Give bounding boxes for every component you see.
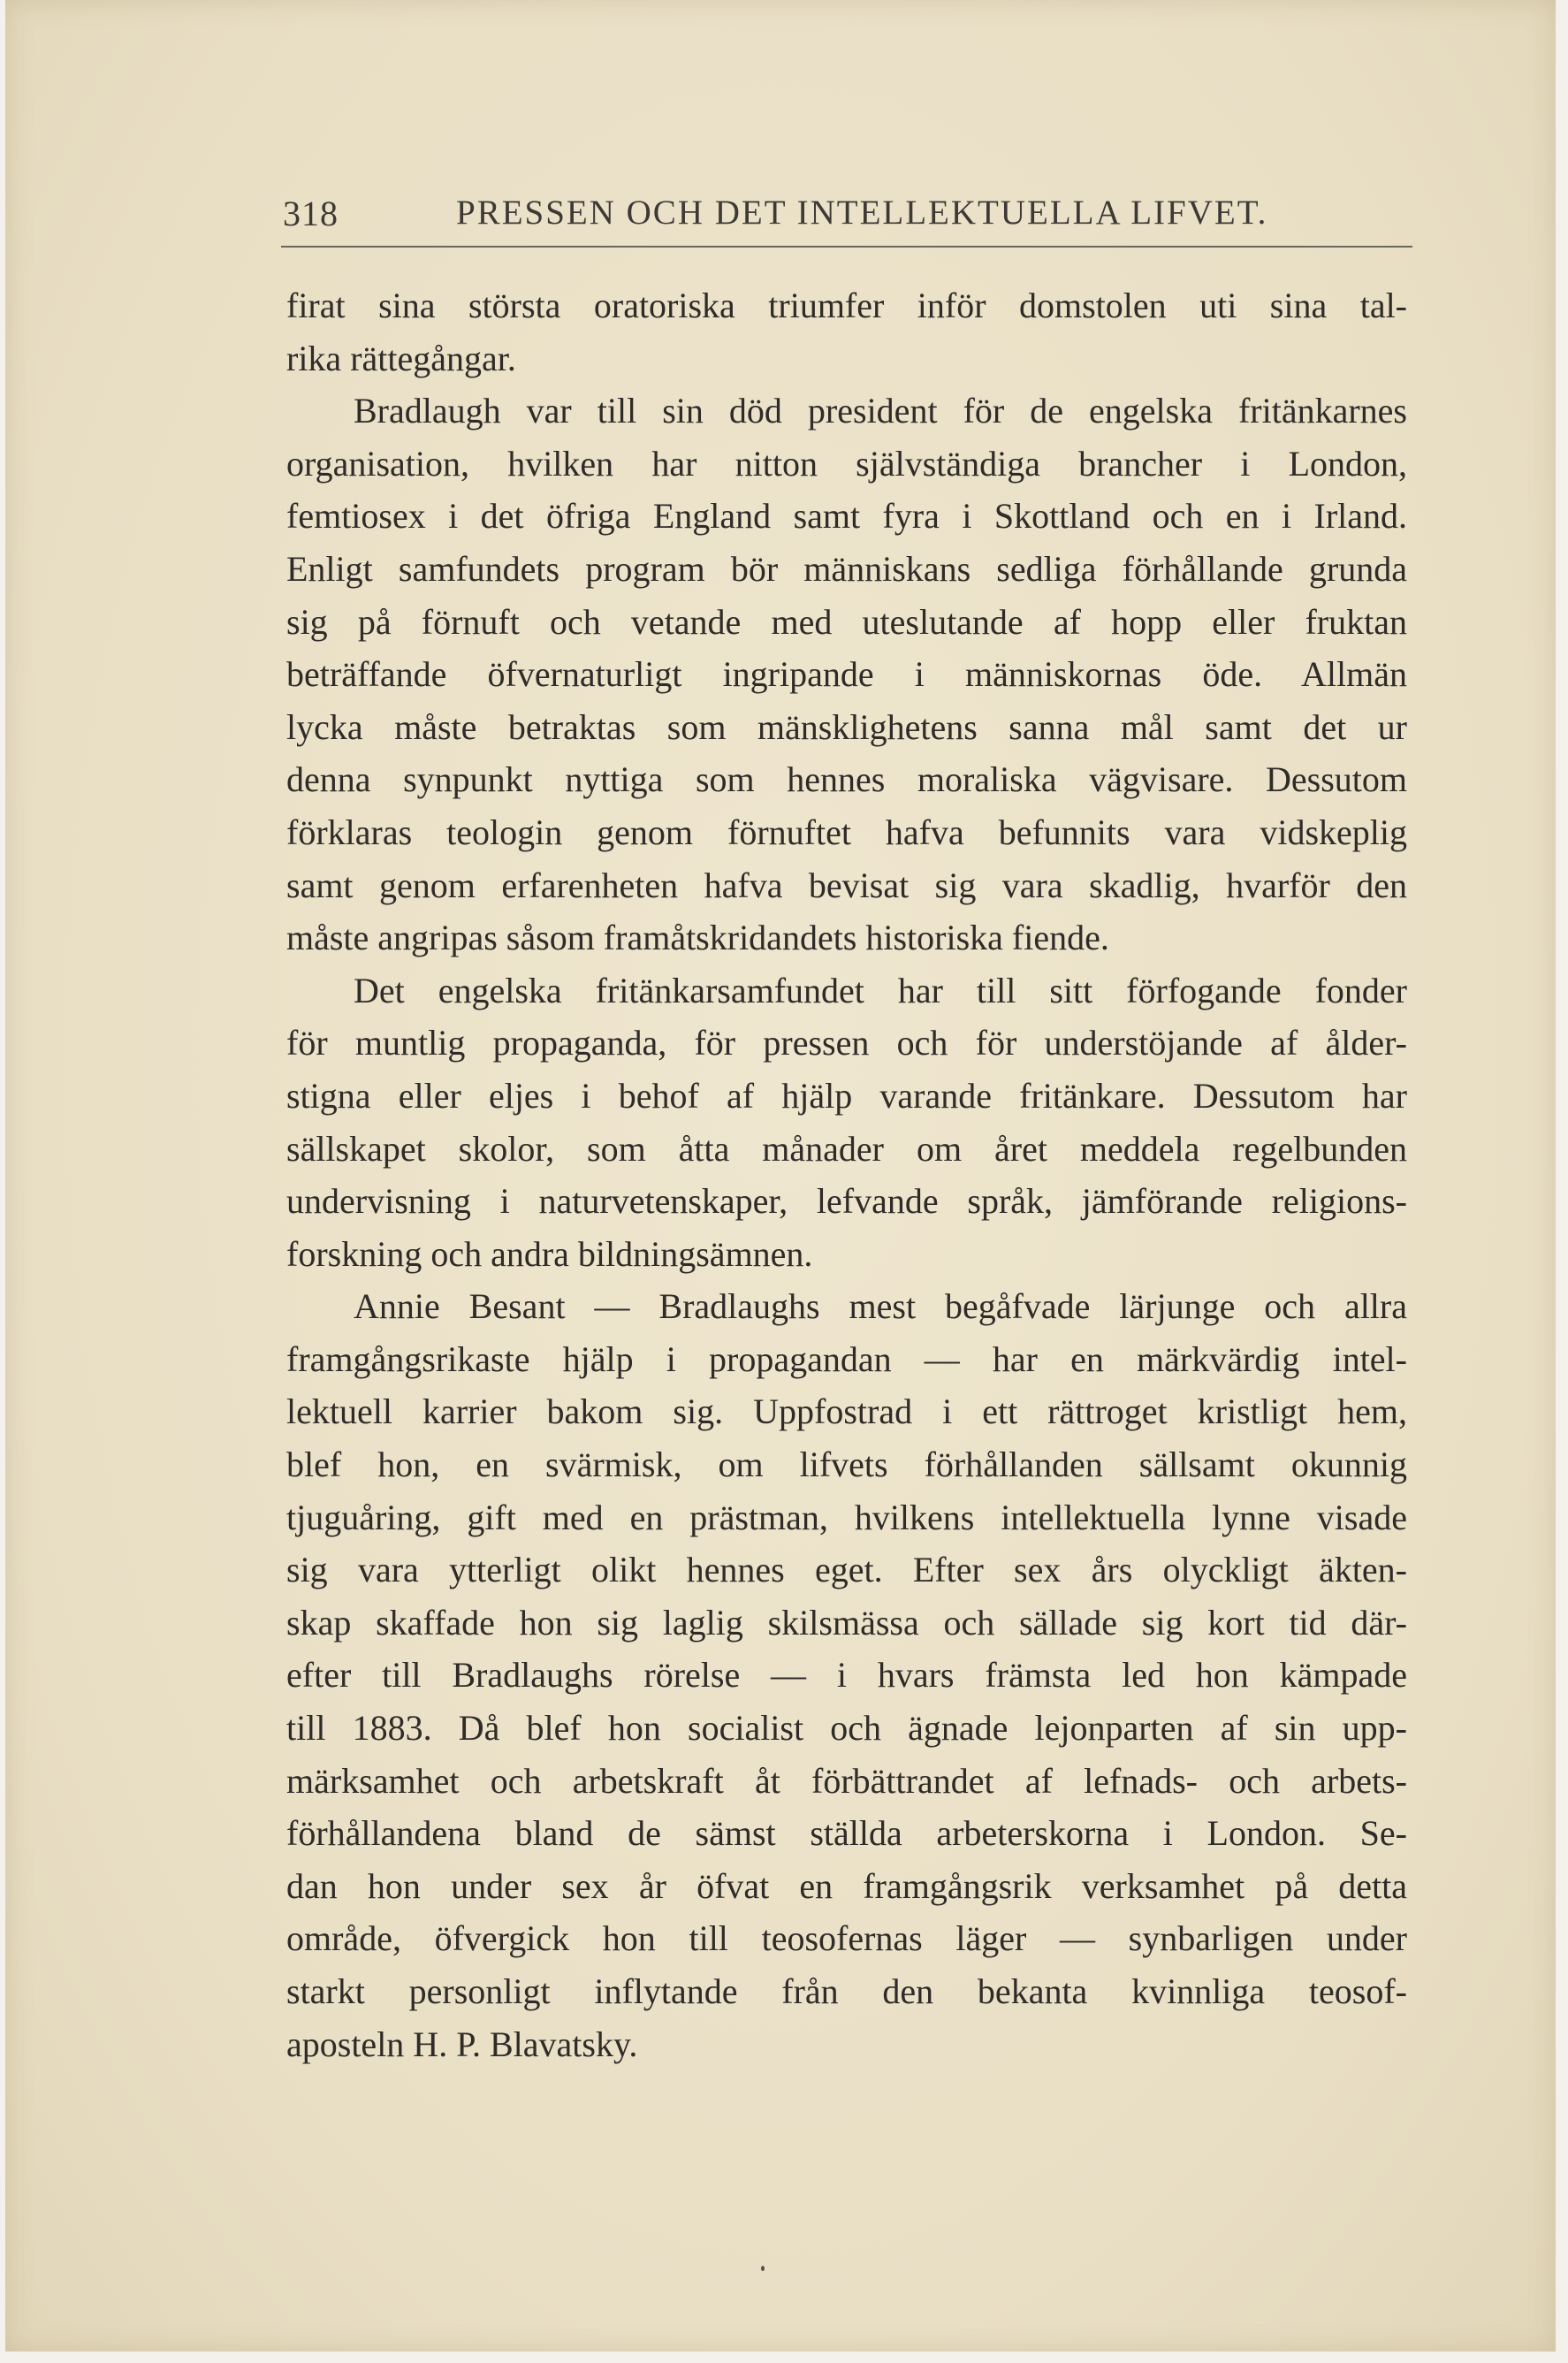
text-line: forskning och andra bildningsämnen. xyxy=(286,1233,813,1274)
text-line: Annie Besant — Bradlaughs mest begåfvade lärjunge och allra xyxy=(354,1286,1407,1327)
text-line: sällskapet skolor, som åtta månader om året meddela regelbunden xyxy=(286,1128,1407,1169)
text-line: lycka måste betraktas som mänsklighetens sanna mål samt det ur xyxy=(286,706,1407,747)
text-line: Bradlaugh var till sin död president för de engelska fritänkarnes xyxy=(354,391,1407,431)
text-line: beträffande öfvernaturligt ingripande i människornas öde. Allmän xyxy=(286,654,1407,695)
running-title: PRESSEN OCH DET INTELLEKTUELLA LIFVET. xyxy=(456,194,1268,232)
text-line: skap skaffade hon sig laglig skilsmässa och sällade sig kort tid där- xyxy=(286,1602,1407,1643)
page-header xyxy=(281,175,1412,237)
body-text xyxy=(286,279,1407,2070)
text-line: starkt personligt inflytande från den bekanta kvinnliga teosof- xyxy=(286,1971,1407,2011)
text-line: Enligt samfundets program bör människans sedliga förhållande grunda xyxy=(286,548,1407,589)
text-line: tjuguåring, gift med en prästman, hvilkens intellektuella lynne visade xyxy=(286,1497,1407,1537)
text-line: för muntlig propaganda, för pressen och för understöjande af ålder- xyxy=(286,1023,1407,1063)
text-line: femtiosex i det öfriga England samt fyra i Skottland och en i Irland. xyxy=(286,496,1407,537)
text-line: rika rättegångar. xyxy=(286,338,516,378)
text-line: stigna eller eljes i behof af hjälp varande fritänkare. Dessutom har xyxy=(286,1075,1407,1116)
text-line: förhållandena bland de sämst ställda arbeterskorna i London. Se- xyxy=(286,1813,1407,1854)
text-line: efter till Bradlaughs rörelse — i hvars främsta led hon kämpade xyxy=(286,1655,1407,1696)
text-line: förklaras teologin genom förnuftet hafva befunnits vara vidskeplig xyxy=(286,812,1407,852)
text-line: denna synpunkt nyttiga som hennes moraliska vägvisare. Dessutom xyxy=(286,759,1407,800)
text-line: samt genom erfarenheten hafva bevisat sig vara skadlig, hvarför den xyxy=(286,865,1407,905)
page-number: 318 xyxy=(283,194,339,233)
text-line: organisation, hvilken har nitton självständiga brancher i London, xyxy=(286,443,1407,484)
text-line: sig vara ytterligt olikt hennes eget. Efter sex års olyckligt äkten- xyxy=(286,1550,1407,1590)
text-line: sig på förnuft och vetande med uteslutande af hopp eller fruktan xyxy=(286,601,1407,642)
text-line: blef hon, en svärmisk, om lifvets förhållanden sällsamt okunnig xyxy=(286,1444,1407,1485)
text-line: dan hon under sex år öfvat en framgångsrik verksamhet på detta xyxy=(286,1865,1407,1906)
text-line: lektuell karrier bakom sig. Uppfostrad i ett rättroget kristligt hem, xyxy=(286,1391,1407,1432)
paper-speck xyxy=(761,2266,765,2271)
text-line: firat sina största oratoriska triumfer inför domstolen uti sina tal- xyxy=(286,286,1407,325)
text-line: undervisning i naturvetenskaper, lefvande språk, jämförande religions- xyxy=(286,1181,1407,1222)
text-line: framgångsrikaste hjälp i propagandan — har en märkvärdig intel- xyxy=(286,1338,1407,1379)
text-line: till 1883. Då blef hon socialist och ägnade lejonparten af sin upp- xyxy=(286,1708,1407,1749)
text-line: måste angripas såsom framåtskridandets historiska fiende. xyxy=(286,918,1109,958)
book-page xyxy=(5,0,1556,2352)
text-line: märksamhet och arbetskraft åt förbättrandet af lefnads- och arbets- xyxy=(286,1760,1407,1801)
text-line: Det engelska fritänkarsamfundet har till sitt förfogande fonder xyxy=(354,970,1407,1010)
header-rule xyxy=(281,246,1412,248)
text-line: område, öfvergick hon till teosofernas läger — synbarligen under xyxy=(286,1918,1407,1959)
text-line: aposteln H. P. Blavatsky. xyxy=(286,2024,638,2064)
